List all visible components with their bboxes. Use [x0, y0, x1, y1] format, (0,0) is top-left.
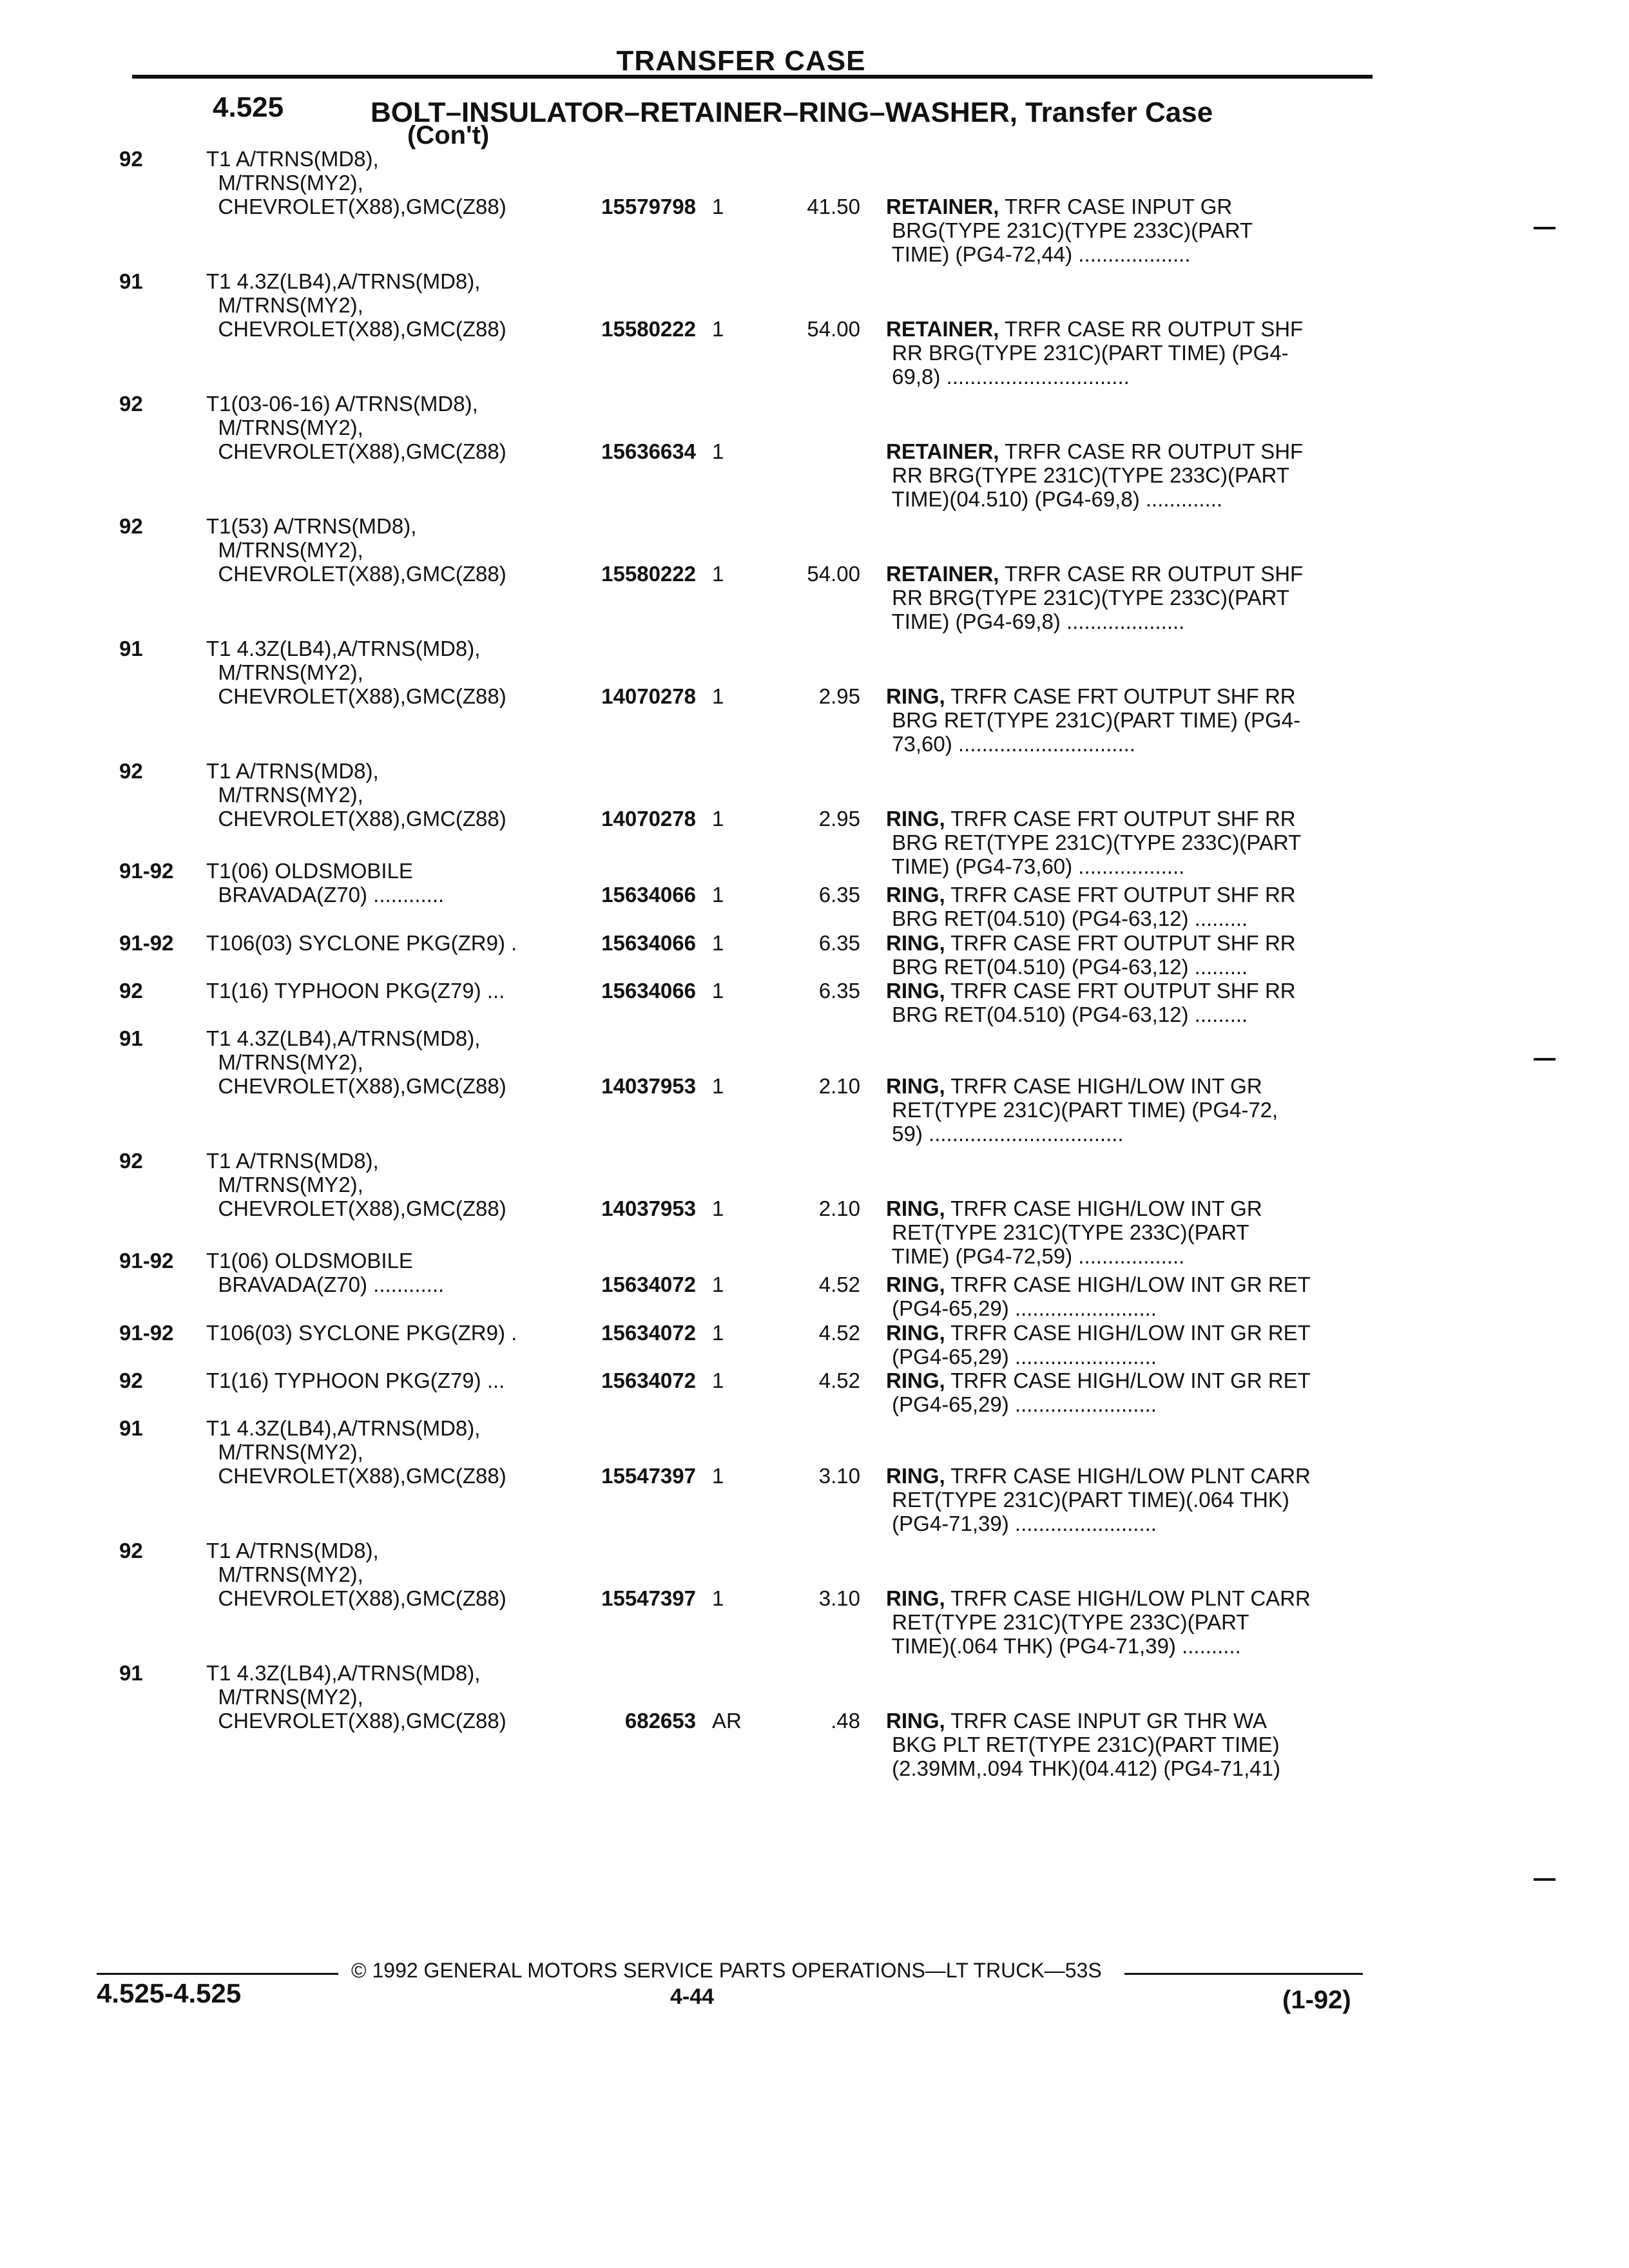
part-number: 15634072	[601, 1321, 696, 1345]
price: 2.95	[818, 807, 860, 831]
model-year: 92	[119, 759, 143, 783]
model-year: 91	[119, 637, 143, 660]
part-description-detail: TRFR CASE FRT OUTPUT SHF RR BRG RET(04.510) (PG4-63,12) .........	[892, 931, 1296, 979]
quantity: 1	[712, 684, 724, 708]
model-year: 91-92	[119, 931, 174, 955]
part-number: 14070278	[601, 807, 696, 831]
part-description	[886, 883, 1363, 930]
page-header-title: TRANSFER CASE	[616, 45, 866, 77]
part-name: RETAINER,	[886, 439, 999, 463]
part-name: RING,	[886, 979, 945, 1003]
model-year: 91-92	[119, 859, 174, 883]
model-year: 91	[119, 1416, 143, 1440]
part-name: RING,	[886, 1464, 945, 1488]
part-description-detail: TRFR CASE RR OUTPUT SHF RR BRG(TYPE 231C)(TYPE 233C)(PART TIME) (PG4-69,8) ....................	[891, 562, 1304, 633]
quantity: 1	[712, 1321, 724, 1345]
price: 54.00	[807, 317, 860, 341]
quantity: 1	[712, 979, 724, 1003]
part-description	[886, 195, 1363, 266]
part-number: 15634066	[601, 979, 696, 1003]
header-rule	[132, 75, 1373, 79]
usage-description: T1(16) TYPHOON PKG(Z79) ...	[206, 979, 505, 1003]
part-number: 15634072	[601, 1369, 696, 1392]
model-year: 92	[119, 979, 143, 1003]
part-description	[886, 1369, 1363, 1416]
usage-description: T1 A/TRNS(MD8), M/TRNS(MY2), CHEVROLET(X88),GMC(Z88)	[206, 1149, 506, 1220]
part-description	[886, 317, 1363, 389]
quantity: 1	[712, 1586, 724, 1610]
part-name: RETAINER,	[886, 195, 999, 218]
part-number: 15634066	[601, 883, 696, 907]
price: 54.00	[807, 562, 860, 586]
part-description	[886, 439, 1363, 511]
footer-copyright: © 1992 GENERAL MOTORS SERVICE PARTS OPERATIONS—LT TRUCK—53S	[351, 1959, 1102, 1982]
part-description-detail: TRFR CASE HIGH/LOW INT GR RET(TYPE 231C)(PART TIME) (PG4-72, 59) .................................	[892, 1074, 1278, 1146]
section-continued: (Con't)	[407, 121, 490, 149]
price: 2.95	[818, 684, 860, 708]
part-description-detail: TRFR CASE FRT OUTPUT SHF RR BRG RET(TYPE 231C)(TYPE 233C)(PART TIME) (PG4-73,60) ..................	[891, 807, 1302, 878]
usage-description: T1 4.3Z(LB4),A/TRNS(MD8), M/TRNS(MY2), CHEVROLET(X88),GMC(Z88)	[206, 637, 506, 708]
price: 4.52	[818, 1321, 860, 1345]
part-description-detail: TRFR CASE RR OUTPUT SHF RR BRG(TYPE 231C)(PART TIME) (PG4- 69,8) ...............................	[892, 317, 1304, 389]
part-description-detail: TRFR CASE FRT OUTPUT SHF RR BRG RET(TYPE 231C)(PART TIME) (PG4- 73,60) ..............................	[892, 684, 1301, 756]
parts-entry	[0, 1249, 1629, 1321]
quantity: 1	[712, 1074, 724, 1098]
part-description-detail: TRFR CASE HIGH/LOW INT GR RET(TYPE 231C)(TYPE 233C)(PART TIME) (PG4-72,59) ..................	[891, 1196, 1262, 1268]
parts-entry	[0, 1661, 1629, 1783]
part-number: 15579798	[601, 195, 696, 218]
price: 3.10	[818, 1464, 860, 1488]
part-description-detail: TRFR CASE HIGH/LOW INT GR RET (PG4-65,29) ........................	[892, 1321, 1311, 1369]
quantity: 1	[712, 931, 724, 955]
usage-description: T1(03-06-16) A/TRNS(MD8), M/TRNS(MY2), CHEVROLET(X88),GMC(Z88)	[206, 392, 506, 463]
part-name: RING,	[886, 807, 945, 831]
part-number: 14037953	[601, 1074, 696, 1098]
parts-entry	[0, 1321, 1629, 1369]
parts-entry	[0, 859, 1629, 931]
part-description	[886, 1321, 1363, 1369]
quantity: 1	[712, 195, 724, 218]
usage-description: T106(03) SYCLONE PKG(ZR9) .	[206, 1321, 517, 1345]
price: 6.35	[818, 883, 860, 907]
part-number: 15634066	[601, 931, 696, 955]
quantity: 1	[712, 317, 724, 341]
price: 6.35	[818, 979, 860, 1003]
quantity: 1	[712, 1464, 724, 1488]
usage-description: T1 A/TRNS(MD8), M/TRNS(MY2), CHEVROLET(X88),GMC(Z88)	[206, 1539, 506, 1610]
part-description-detail: TRFR CASE RR OUTPUT SHF RR BRG(TYPE 231C)(TYPE 233C)(PART TIME)(04.510) (PG4-69,8) .............	[891, 439, 1304, 511]
part-description	[886, 1273, 1363, 1320]
usage-description: T1 4.3Z(LB4),A/TRNS(MD8), M/TRNS(MY2), CHEVROLET(X88),GMC(Z88)	[206, 269, 506, 341]
usage-description: T1 4.3Z(LB4),A/TRNS(MD8), M/TRNS(MY2), CHEVROLET(X88),GMC(Z88)	[206, 1026, 506, 1098]
margin-tick-mark	[1534, 227, 1556, 229]
model-year: 92	[119, 514, 143, 538]
section-title: BOLT–INSULATOR–RETAINER–RING–WASHER, Transfer Case	[371, 97, 1213, 128]
usage-description: T1(53) A/TRNS(MD8), M/TRNS(MY2), CHEVROLET(X88),GMC(Z88)	[206, 514, 506, 586]
section-number: 4.525	[213, 91, 284, 123]
usage-description: T1(16) TYPHOON PKG(Z79) ...	[206, 1369, 505, 1392]
part-number: 15580222	[601, 317, 696, 341]
part-number: 14037953	[601, 1196, 696, 1220]
part-name: RING,	[886, 1369, 945, 1392]
part-description-detail: TRFR CASE FRT OUTPUT SHF RR BRG RET(04.510) (PG4-63,12) .........	[892, 979, 1296, 1026]
quantity: 1	[712, 439, 724, 463]
part-name: RING,	[886, 1321, 945, 1345]
price: 2.10	[818, 1074, 860, 1098]
part-description-detail: TRFR CASE HIGH/LOW PLNT CARR RET(TYPE 231C)(TYPE 233C)(PART TIME)(.064 THK) (PG4-71,39) ..........	[891, 1586, 1311, 1658]
parts-entry	[0, 931, 1629, 979]
part-name: RETAINER,	[886, 562, 999, 586]
part-description-detail: TRFR CASE FRT OUTPUT SHF RR BRG RET(04.510) (PG4-63,12) .........	[892, 883, 1296, 930]
quantity: 1	[712, 883, 724, 907]
part-number: 14070278	[601, 684, 696, 708]
part-number: 682653	[624, 1709, 696, 1733]
usage-description: T1 A/TRNS(MD8), M/TRNS(MY2), CHEVROLET(X88),GMC(Z88)	[206, 147, 506, 218]
parts-entry	[0, 1026, 1629, 1149]
margin-tick-mark	[1534, 1058, 1556, 1061]
part-description	[886, 1464, 1363, 1535]
part-description	[886, 562, 1363, 633]
footer-page-number: 4-44	[670, 1984, 715, 2009]
model-year: 91	[119, 1661, 143, 1685]
part-name: RING,	[886, 883, 945, 907]
part-name: RING,	[886, 1196, 945, 1220]
model-year: 91-92	[119, 1249, 174, 1273]
quantity: AR	[712, 1709, 742, 1733]
model-year: 92	[119, 1539, 143, 1562]
part-description-detail: TRFR CASE INPUT GR THR WA BKG PLT RET(TYPE 231C)(PART TIME) (2.39MM,.094 THK)(04.412) (PG4-71,41)	[892, 1709, 1280, 1780]
usage-description: T106(03) SYCLONE PKG(ZR9) .	[206, 931, 517, 955]
part-name: RING,	[886, 931, 945, 955]
part-description	[886, 684, 1363, 756]
part-name: RING,	[886, 1074, 945, 1098]
model-year: 91	[119, 1026, 143, 1050]
part-name: RING,	[886, 684, 945, 708]
part-name: RING,	[886, 1586, 945, 1610]
parts-list	[0, 147, 1629, 1783]
quantity: 1	[712, 1196, 724, 1220]
usage-description: T1(06) OLDSMOBILE BRAVADA(Z70) ............	[206, 1249, 445, 1296]
part-number: 15634072	[601, 1273, 696, 1296]
part-description-detail: TRFR CASE INPUT GR BRG(TYPE 231C)(TYPE 233C)(PART TIME) (PG4-72,44) ...................	[891, 195, 1253, 266]
footer-rule-right	[1124, 1973, 1363, 1975]
price: .48	[831, 1709, 860, 1733]
usage-description: T1 A/TRNS(MD8), M/TRNS(MY2), CHEVROLET(X88),GMC(Z88)	[206, 759, 506, 831]
parts-entry	[0, 637, 1629, 759]
part-name: RETAINER,	[886, 317, 999, 341]
parts-entry	[0, 1369, 1629, 1416]
part-name: RING,	[886, 1709, 945, 1733]
quantity: 1	[712, 1369, 724, 1392]
footer-section-range: 4.525-4.525	[97, 1978, 242, 2008]
model-year: 91	[119, 269, 143, 293]
part-description-detail: TRFR CASE HIGH/LOW PLNT CARR RET(TYPE 231C)(PART TIME)(.064 THK) (PG4-71,39) ........................	[892, 1464, 1311, 1535]
parts-entry	[0, 979, 1629, 1026]
price: 4.52	[818, 1369, 860, 1392]
footer-rule-left	[97, 1973, 338, 1975]
part-description-detail: TRFR CASE HIGH/LOW INT GR RET (PG4-65,29) ........................	[892, 1369, 1311, 1416]
footer-date-code: (1-92)	[1282, 1986, 1351, 2014]
part-number: 15547397	[601, 1586, 696, 1610]
part-description	[886, 1586, 1363, 1658]
model-year: 92	[119, 392, 143, 416]
parts-entry	[0, 1539, 1629, 1661]
part-name: RING,	[886, 1273, 945, 1296]
quantity: 1	[712, 807, 724, 831]
part-number: 15636634	[601, 439, 696, 463]
part-description	[886, 1074, 1363, 1146]
parts-entry	[0, 147, 1629, 269]
model-year: 92	[119, 1149, 143, 1173]
part-number: 15547397	[601, 1464, 696, 1488]
part-description	[886, 1709, 1363, 1780]
parts-entry	[0, 392, 1629, 514]
margin-tick-mark	[1534, 1878, 1556, 1881]
price: 41.50	[807, 195, 860, 218]
part-description	[886, 979, 1363, 1026]
usage-description: T1(06) OLDSMOBILE BRAVADA(Z70) ............	[206, 859, 445, 907]
model-year: 92	[119, 147, 143, 171]
price: 6.35	[818, 931, 860, 955]
part-description	[886, 931, 1363, 979]
part-number: 15580222	[601, 562, 696, 586]
quantity: 1	[712, 562, 724, 586]
price: 2.10	[818, 1196, 860, 1220]
parts-entry	[0, 514, 1629, 637]
model-year: 91-92	[119, 1321, 174, 1345]
price: 3.10	[818, 1586, 860, 1610]
quantity: 1	[712, 1273, 724, 1296]
part-description-detail: TRFR CASE HIGH/LOW INT GR RET (PG4-65,29) ........................	[892, 1273, 1311, 1320]
parts-entry	[0, 1416, 1629, 1539]
usage-description: T1 4.3Z(LB4),A/TRNS(MD8), M/TRNS(MY2), CHEVROLET(X88),GMC(Z88)	[206, 1661, 506, 1733]
parts-entry	[0, 269, 1629, 392]
model-year: 92	[119, 1369, 143, 1392]
usage-description: T1 4.3Z(LB4),A/TRNS(MD8), M/TRNS(MY2), CHEVROLET(X88),GMC(Z88)	[206, 1416, 506, 1488]
price: 4.52	[818, 1273, 860, 1296]
